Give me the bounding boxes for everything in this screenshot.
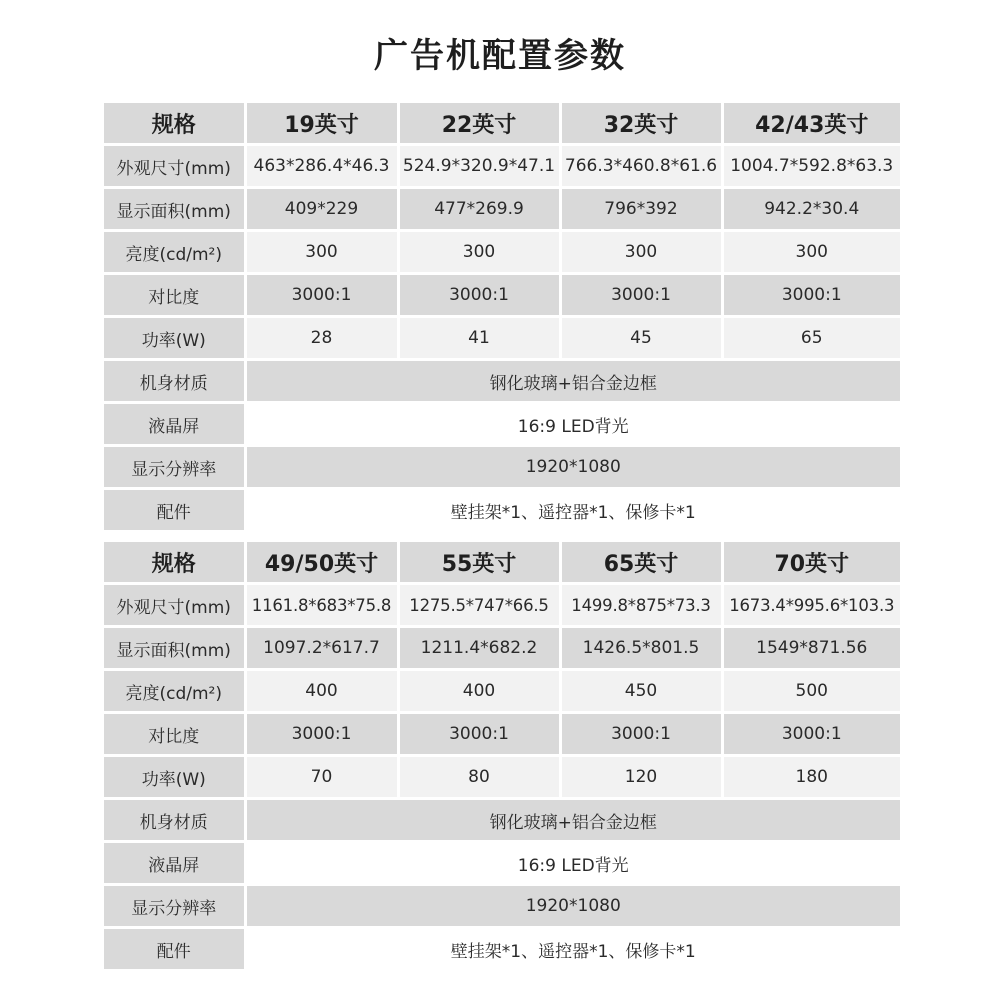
table-row-brightness <box>104 231 900 274</box>
table-row-body-material <box>104 360 900 403</box>
table-row-accessories <box>104 489 900 531</box>
table-cell: 1211.4*682.2 <box>398 627 560 670</box>
table-cell: 400 <box>398 670 560 713</box>
table-cell: 1275.5*747*66.5 <box>398 584 560 627</box>
table-row-display-area <box>104 188 900 231</box>
table-cell: 477*269.9 <box>398 188 560 231</box>
table-cell: 400 <box>245 670 398 713</box>
table-cell: 41 <box>398 317 560 360</box>
spec-table-large-sizes <box>104 542 900 969</box>
table-cell-merged: 1920*1080 <box>245 885 900 928</box>
table-cell: 3000:1 <box>245 713 398 756</box>
row-label: 功率(W) <box>104 756 245 799</box>
row-label: 显示面积(mm) <box>104 627 245 670</box>
row-label: 配件 <box>104 489 245 531</box>
row-label: 外观尺寸(mm) <box>104 145 245 188</box>
table-cell: 766.3*460.8*61.6 <box>560 145 722 188</box>
table-cell: 45 <box>560 317 722 360</box>
table-cell: 3000:1 <box>722 274 900 317</box>
table-cell: 300 <box>245 231 398 274</box>
table-row-dimensions <box>104 584 900 627</box>
table-cell-merged: 钢化玻璃+铝合金边框 <box>245 799 900 842</box>
table-row-contrast <box>104 713 900 756</box>
table-cell-merged: 壁挂架*1、遥控器*1、保修卡*1 <box>245 489 900 531</box>
table-cell: 796*392 <box>560 188 722 231</box>
table-row-brightness <box>104 670 900 713</box>
table-cell: 70 <box>245 756 398 799</box>
header-size-70: 70英寸 <box>722 542 900 584</box>
table-cell-merged: 16:9 LED背光 <box>245 403 900 446</box>
table-cell-merged: 壁挂架*1、遥控器*1、保修卡*1 <box>245 928 900 970</box>
table-cell: 300 <box>398 231 560 274</box>
page-title: 广告机配置参数 <box>374 36 626 76</box>
table-row-contrast <box>104 274 900 317</box>
table-row-body-material <box>104 799 900 842</box>
row-label: 亮度(cd/m²) <box>104 231 245 274</box>
table-cell: 120 <box>560 756 722 799</box>
header-size-65: 65英寸 <box>560 542 722 584</box>
table-cell-merged: 16:9 LED背光 <box>245 842 900 885</box>
table-cell: 300 <box>560 231 722 274</box>
table-cell: 463*286.4*46.3 <box>245 145 398 188</box>
table-row-accessories <box>104 928 900 970</box>
row-label: 机身材质 <box>104 799 245 842</box>
table-cell: 450 <box>560 670 722 713</box>
table-cell: 1499.8*875*73.3 <box>560 584 722 627</box>
table-cell-merged: 钢化玻璃+铝合金边框 <box>245 360 900 403</box>
header-size-22: 22英寸 <box>398 103 560 145</box>
table-cell: 409*229 <box>245 188 398 231</box>
table-cell: 28 <box>245 317 398 360</box>
table-cell: 80 <box>398 756 560 799</box>
table-cell: 1161.8*683*75.8 <box>245 584 398 627</box>
table-row-lcd-panel <box>104 403 900 446</box>
header-size-42-43: 42/43英寸 <box>722 103 900 145</box>
row-label: 机身材质 <box>104 360 245 403</box>
row-label: 对比度 <box>104 274 245 317</box>
table-cell: 300 <box>722 231 900 274</box>
table-cell: 3000:1 <box>722 713 900 756</box>
header-spec-label: 规格 <box>104 103 245 145</box>
row-label: 显示分辨率 <box>104 885 245 928</box>
table-cell: 3000:1 <box>398 713 560 756</box>
row-label: 亮度(cd/m²) <box>104 670 245 713</box>
table-header-row <box>104 103 900 145</box>
table-cell: 3000:1 <box>398 274 560 317</box>
row-label: 液晶屏 <box>104 842 245 885</box>
row-label: 配件 <box>104 928 245 970</box>
table-cell: 180 <box>722 756 900 799</box>
header-size-32: 32英寸 <box>560 103 722 145</box>
table-cell: 1004.7*592.8*63.3 <box>722 145 900 188</box>
table-cell: 3000:1 <box>560 274 722 317</box>
row-label: 显示分辨率 <box>104 446 245 489</box>
table-cell-merged: 1920*1080 <box>245 446 900 489</box>
row-label: 功率(W) <box>104 317 245 360</box>
table-row-resolution <box>104 446 900 489</box>
table-row-display-area <box>104 627 900 670</box>
table-cell: 942.2*30.4 <box>722 188 900 231</box>
row-label: 显示面积(mm) <box>104 188 245 231</box>
row-label: 外观尺寸(mm) <box>104 584 245 627</box>
table-row-power <box>104 317 900 360</box>
table-row-dimensions <box>104 145 900 188</box>
table-cell: 1097.2*617.7 <box>245 627 398 670</box>
table-cell: 500 <box>722 670 900 713</box>
table-header-row <box>104 542 900 584</box>
table-row-power <box>104 756 900 799</box>
table-cell: 1426.5*801.5 <box>560 627 722 670</box>
table-cell: 3000:1 <box>245 274 398 317</box>
header-spec-label: 规格 <box>104 542 245 584</box>
table-cell: 1673.4*995.6*103.3 <box>722 584 900 627</box>
header-size-19: 19英寸 <box>245 103 398 145</box>
table-cell: 65 <box>722 317 900 360</box>
row-label: 对比度 <box>104 713 245 756</box>
table-cell: 1549*871.56 <box>722 627 900 670</box>
header-size-55: 55英寸 <box>398 542 560 584</box>
table-row-resolution <box>104 885 900 928</box>
row-label: 液晶屏 <box>104 403 245 446</box>
table-cell: 524.9*320.9*47.1 <box>398 145 560 188</box>
spec-table-small-sizes <box>104 103 900 530</box>
table-row-lcd-panel <box>104 842 900 885</box>
header-size-49-50: 49/50英寸 <box>245 542 398 584</box>
table-cell: 3000:1 <box>560 713 722 756</box>
